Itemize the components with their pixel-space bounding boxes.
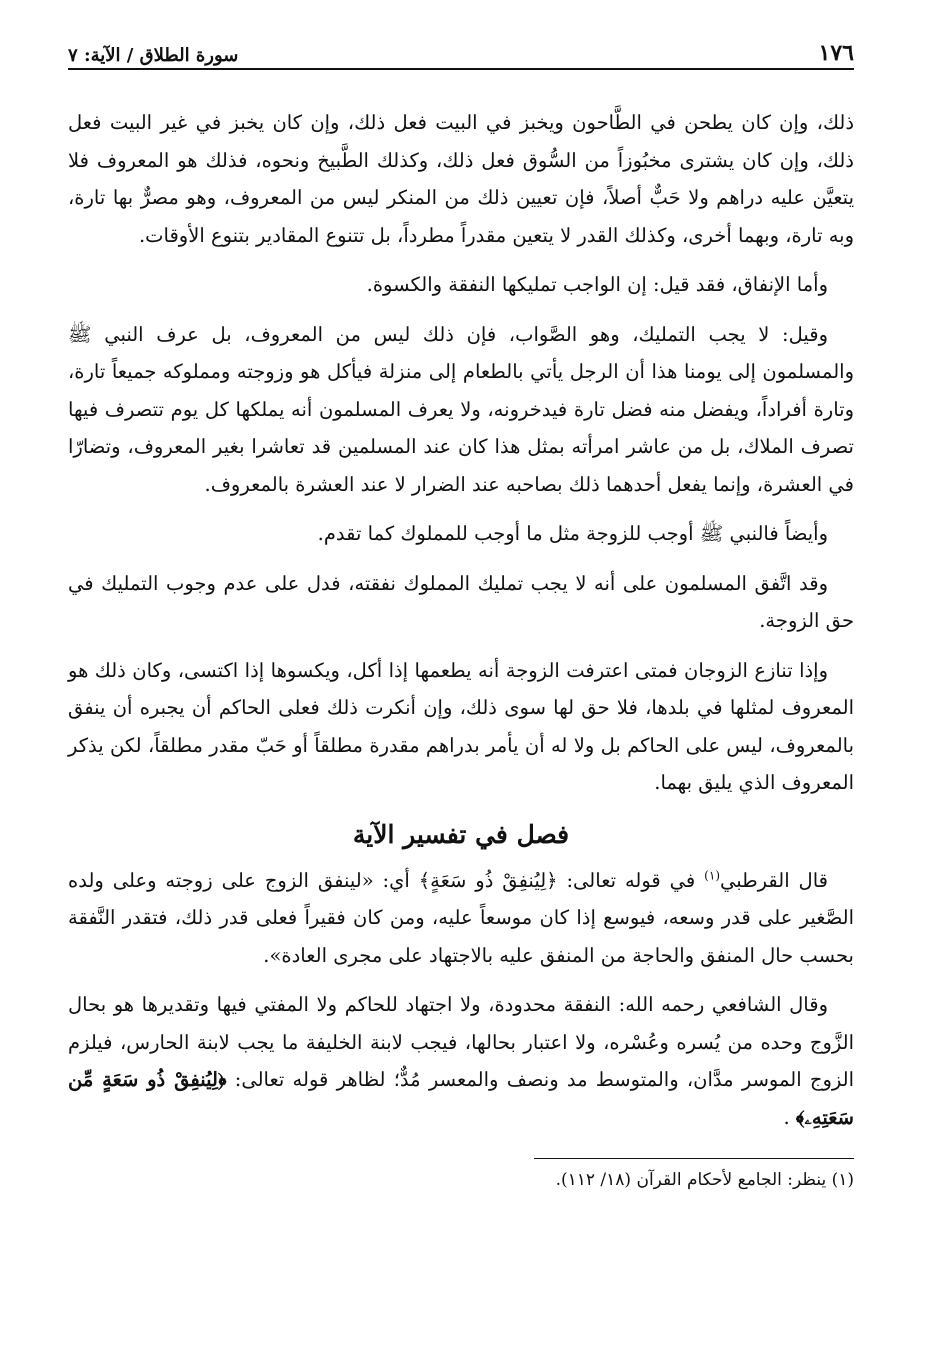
paragraph: وإذا تنازع الزوجان فمتى اعترفت الزوجة أنه يطعمها إذا أكل، ويكسوها إذا اكتسى، وكان ذلك هو المعروف لمثلها في بلدها، فلا حق لها سوى ذلك، وإن أنكرت ذلك فعلى الحاكم أن يجبره أن ينفق بالمعروف، ليس على الحاكم بل ولا له أن يأمر بدراهم مقدرة مطلقاً أو حَبّ مقدر مطلقاً، لكن يذكر المعروف الذي يليق بهما.: [68, 658, 854, 794]
shafii-text: وقال الشافعي رحمه الله: النفقة محدودة، ولا اجتهاد للحاكم ولا المفتي فيها وتقديرها هو بحال الزَّوج وحده من يُسره وعُسْره، ولا اعتبار بحالها، فيجب لابنة الخليفة ما يجب لابنة الحارس، فيلزم الزوج الموسر مدَّان، والمتوسط مد ونصف والمعسر مُدٌّ؛ لظاهر قوله تعالى:: [68, 993, 854, 1091]
shafii-paragraph: [68, 986, 854, 1136]
surah-verse-label: سورة الطلاق / الآية: ٧: [68, 45, 239, 66]
paragraph: وقيل: لا يجب التمليك، وهو الصَّواب، فإن ذلك ليس من المعروف، بل عرف النبي ﷺ والمسلمون إلى يومنا هذا أن الرجل يأتي بالطعام إلى منزلة فيأكل هو وزوجته ومملوكه جميعاً تارة، وتارة أفراداً، ويفضل منه فضل تارة فيدخرونه، ولا يعرف المسلمون أنه يملكها كل يوم تتصرف فيها تصرف الملاك، بل من عاشر امرأته بمثل هذا كان عند المسلمين قد تعاشرا بغير المعروف، وتضارّا في العشرة، وإنما يفعل أحدهما ذلك بصاحبه عند الضرار لا عند العشرة بالمعروف.: [68, 322, 854, 496]
running-head: [68, 30, 854, 70]
qurtubi-prefix: قال القرطبي: [720, 868, 828, 892]
paragraph: ذلك، وإن كان يطحن في الطَّاحون ويخبز في البيت فعل ذلك، وإن كان يخبز في غير البيت فعل ذلك، وإن كان يشترى مخبُوزاً من السُّوق فعل ذلك، وكذلك الطَّبيخ ونحوه، فذلك هو المعروف فلا يتعيَّن عليه دراهم ولا حَبٌّ أصلاً، فإن تعيين ذلك من المنكر ليس من المعروف، وهو مصرٌّ بها تارة، وبه تارة، وبهما أخرى، وكذلك القدر لا يتعين مقدراً مطرداً، بل تتنوع المقادير بتنوع الأوقات.: [68, 111, 854, 247]
body-text: [68, 104, 854, 1136]
page-number: ١٧٦: [818, 40, 854, 66]
quran-verse: ﴿لِيُنفِقْ ذُو سَعَةٍ مِّن سَعَتِهِۦ﴾: [68, 1068, 854, 1129]
qurtubi-paragraph: [68, 862, 854, 975]
footnote-divider: [534, 1158, 854, 1159]
paragraph: وأيضاً فالنبي ﷺ أوجب للزوجة مثل ما أوجب للمملوك كما تقدم.: [317, 522, 828, 545]
footnote: (١) ينظر: الجامع لأحكام القرآن (١٨/ ١١٢).: [555, 1170, 854, 1190]
shafii-end: .: [783, 1105, 790, 1129]
footnote-reference[interactable]: (١): [704, 868, 720, 882]
book-page: [68, 30, 854, 1195]
qurtubi-text: في قوله تعالى: ﴿لِيُنفِقْ ذُو سَعَةٍ﴾ أي: «لينفق الزوج على زوجته وعلى ولده الصَّغير على قدر وسعه، فيوسع إذا كان موسعاً عليه، ومن كان فقيراً فعلى قدر ذلك، فتقدر النَّفقة بحسب حال المنفق والحاجة من المنفق عليه بالاجتهاد على مجرى العادة».: [68, 868, 854, 967]
section-heading: فصل في تفسير الآية: [352, 819, 570, 849]
paragraph: وأما الإنفاق، فقد قيل: إن الواجب تمليكها النفقة والكسوة.: [366, 273, 828, 296]
paragraph: وقد اتَّفق المسلمون على أنه لا يجب تمليك المملوك نفقته، فدل على عدم وجوب التمليك في حق الزوجة.: [68, 571, 854, 632]
